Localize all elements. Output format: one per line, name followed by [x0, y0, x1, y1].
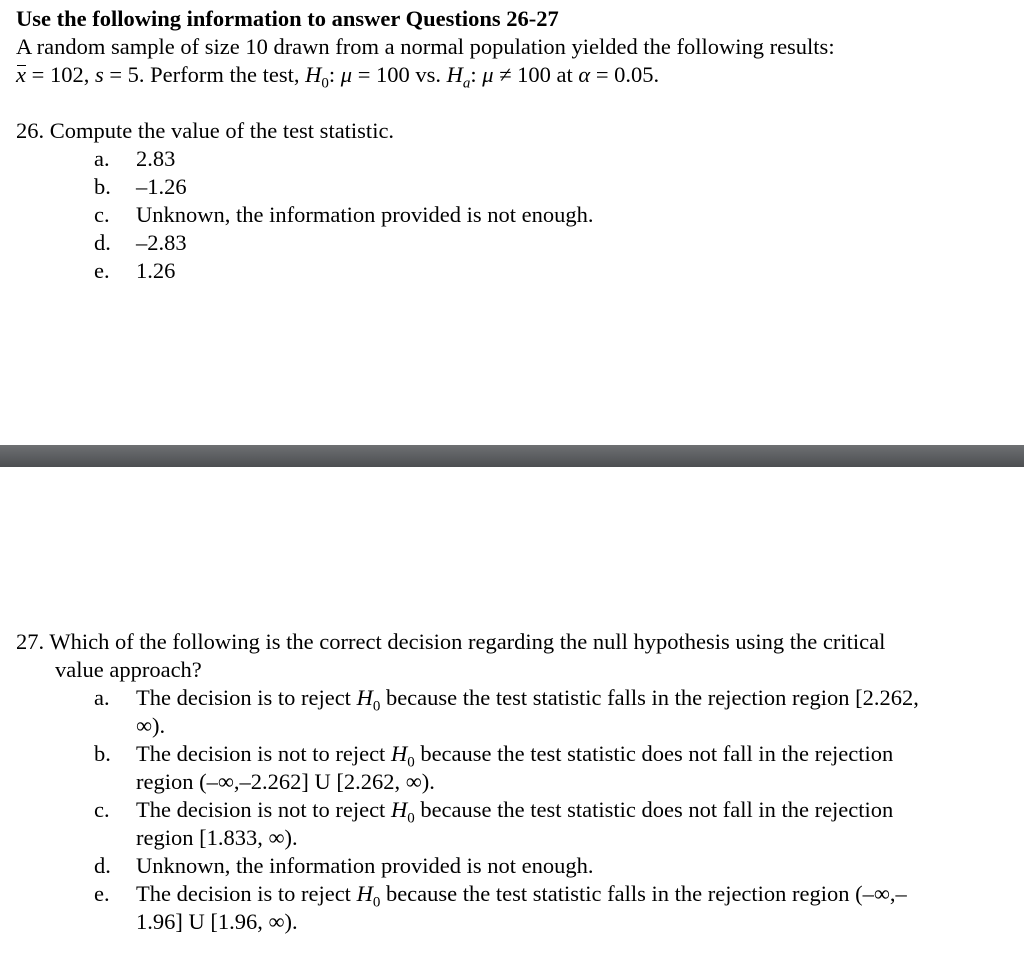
option-text-end: because the test statistic does not fall in the rejection [414, 741, 894, 766]
option-text-start: The decision is not to reject [136, 741, 391, 766]
question-26: 26. Compute the value of the test statistic. [16, 118, 395, 143]
page-upper [0, 0, 1024, 445]
h0-subscript: 0 [407, 754, 415, 771]
option-letter: e. [94, 258, 110, 283]
option-letter: b. [94, 174, 111, 199]
h0-symbol: H [356, 685, 373, 710]
option-text-continued: region (–∞,–2.262] U [2.262, ∞). [136, 769, 435, 794]
option-text-end: because the test statistic falls in the rejection region [2.262, [380, 685, 919, 710]
option-text: 1.26 [136, 258, 176, 283]
option-text: –2.83 [136, 230, 187, 255]
xbar-symbol: x [16, 62, 26, 87]
page-divider [0, 445, 1024, 467]
h0-symbol: H [390, 797, 408, 822]
h0-subscript: 0 [407, 810, 415, 827]
stats-line [16, 61, 660, 92]
option-letter: e. [94, 881, 110, 906]
option-letter: d. [94, 230, 111, 255]
page-lower [0, 467, 1024, 958]
h0-value: = 100 vs. [352, 62, 447, 87]
option-text: Unknown, the information provided is not enough. [136, 853, 594, 878]
ha-symbol: H [446, 62, 463, 87]
question-27-line2: value approach? [55, 657, 202, 682]
option-text: Unknown, the information provided is not enough. [136, 202, 594, 227]
option-text-start: The decision is to reject [136, 685, 357, 710]
ha-colon: : [470, 62, 483, 87]
option-text-continued: 1.96] U [1.96, ∞). [136, 909, 298, 934]
option-letter: a. [94, 146, 110, 171]
option-text-start: The decision is to reject [136, 881, 357, 906]
option-text-end: because the test statistic does not fall in the rejection [414, 797, 894, 822]
option-text-start: The decision is not to reject [136, 797, 391, 822]
info-heading: Use the following information to answer Questions 26-27 [16, 6, 559, 31]
h0-subscript: 0 [372, 698, 381, 715]
h0-symbol: H [390, 741, 408, 766]
option-letter: d. [94, 853, 111, 878]
option-letter: b. [94, 741, 111, 766]
alpha-symbol: α [578, 62, 591, 87]
option-text-continued: ∞). [136, 713, 166, 738]
mu-symbol-2: μ [482, 62, 494, 87]
option-text [136, 740, 894, 771]
intro-line: A random sample of size 10 drawn from a normal population yielded the following results: [16, 34, 835, 59]
option-text-continued: region [1.833, ∞). [136, 825, 298, 850]
h0-subscript: 0 [321, 75, 329, 92]
option-text [136, 796, 894, 827]
option-letter: c. [94, 797, 110, 822]
alpha-value: = 0.05. [590, 62, 660, 87]
ha-value: ≠ 100 at [493, 62, 579, 87]
option-text [136, 684, 919, 715]
option-text: 2.83 [136, 146, 176, 171]
h0-symbol: H [305, 62, 322, 87]
question-27-line1: 27. Which of the following is the correct decision regarding the null hypothesis using the critical [16, 629, 886, 654]
h0-symbol: H [356, 881, 373, 906]
s-value: = 5. Perform the test, [109, 62, 300, 87]
ha-subscript: a [462, 75, 471, 92]
option-letter: c. [94, 202, 110, 227]
s-symbol: s [94, 62, 104, 87]
option-text-end: because the test statistic falls in the rejection region (–∞,– [380, 881, 907, 906]
h0-subscript: 0 [372, 894, 381, 911]
mu-symbol: μ [340, 62, 353, 87]
option-text: –1.26 [136, 174, 187, 199]
h0-colon: : [328, 62, 341, 87]
option-text [136, 880, 907, 911]
option-letter: a. [94, 685, 110, 710]
xbar-value: = 102, [31, 62, 90, 87]
